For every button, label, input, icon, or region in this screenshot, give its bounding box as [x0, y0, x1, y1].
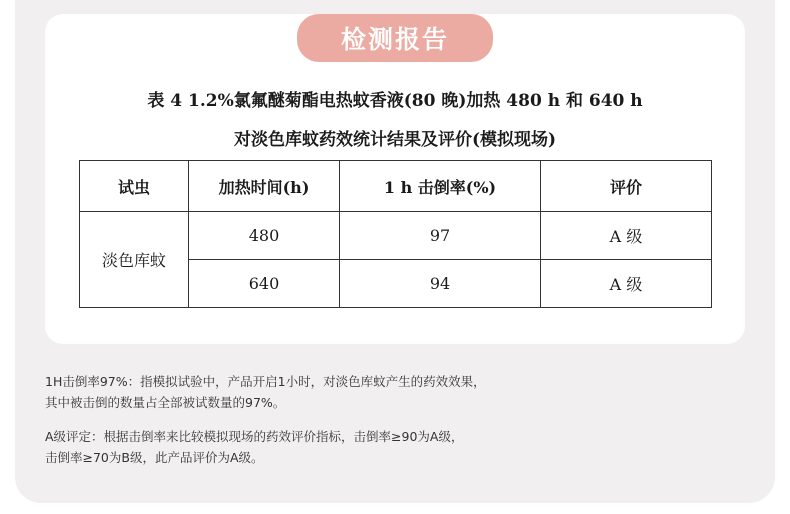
knockdown-rate-cell: 94 — [340, 260, 541, 308]
header-heating-time: 加热时间(h) — [189, 161, 340, 212]
knockdown-note — [45, 371, 745, 413]
grade-note — [45, 426, 745, 468]
table-title-line-1: 表 4 1.2%氯氟醚菊酯电热蚊香液(80 晚)加热 480 h 和 640 h — [147, 91, 643, 111]
evaluation-cell: A 级 — [541, 212, 712, 260]
header-knockdown-rate: 1 h 击倒率(%) — [340, 161, 541, 212]
knockdown-note-line-2: 其中被击倒的数量占全部被试数量的97%。 — [45, 395, 286, 410]
evaluation-cell: A 级 — [541, 260, 712, 308]
insect-cell: 淡色库蚊 — [80, 212, 189, 308]
table-header-row — [80, 161, 712, 212]
table-row — [80, 212, 712, 260]
report-badge: 检测报告 — [297, 14, 493, 62]
knockdown-note-line-1: 1H击倒率97%：指模拟试验中，产品开启1小时，对淡色库蚊产生的药效效果， — [45, 374, 486, 389]
header-evaluation: 评价 — [541, 161, 712, 212]
table-title-line-2: 对淡色库蚊药效统计结果及评价(模拟现场) — [233, 130, 557, 150]
knockdown-rate-cell: 97 — [340, 212, 541, 260]
grade-note-line-1: A级评定：根据击倒率来比较模拟现场的药效评价指标，击倒率≥90为A级， — [45, 429, 464, 444]
results-table — [79, 160, 712, 308]
grade-note-line-2: 击倒率≥70为B级，此产品评价为A级。 — [45, 450, 264, 465]
heating-time-cell: 480 — [189, 212, 340, 260]
header-insect: 试虫 — [80, 161, 189, 212]
heating-time-cell: 640 — [189, 260, 340, 308]
